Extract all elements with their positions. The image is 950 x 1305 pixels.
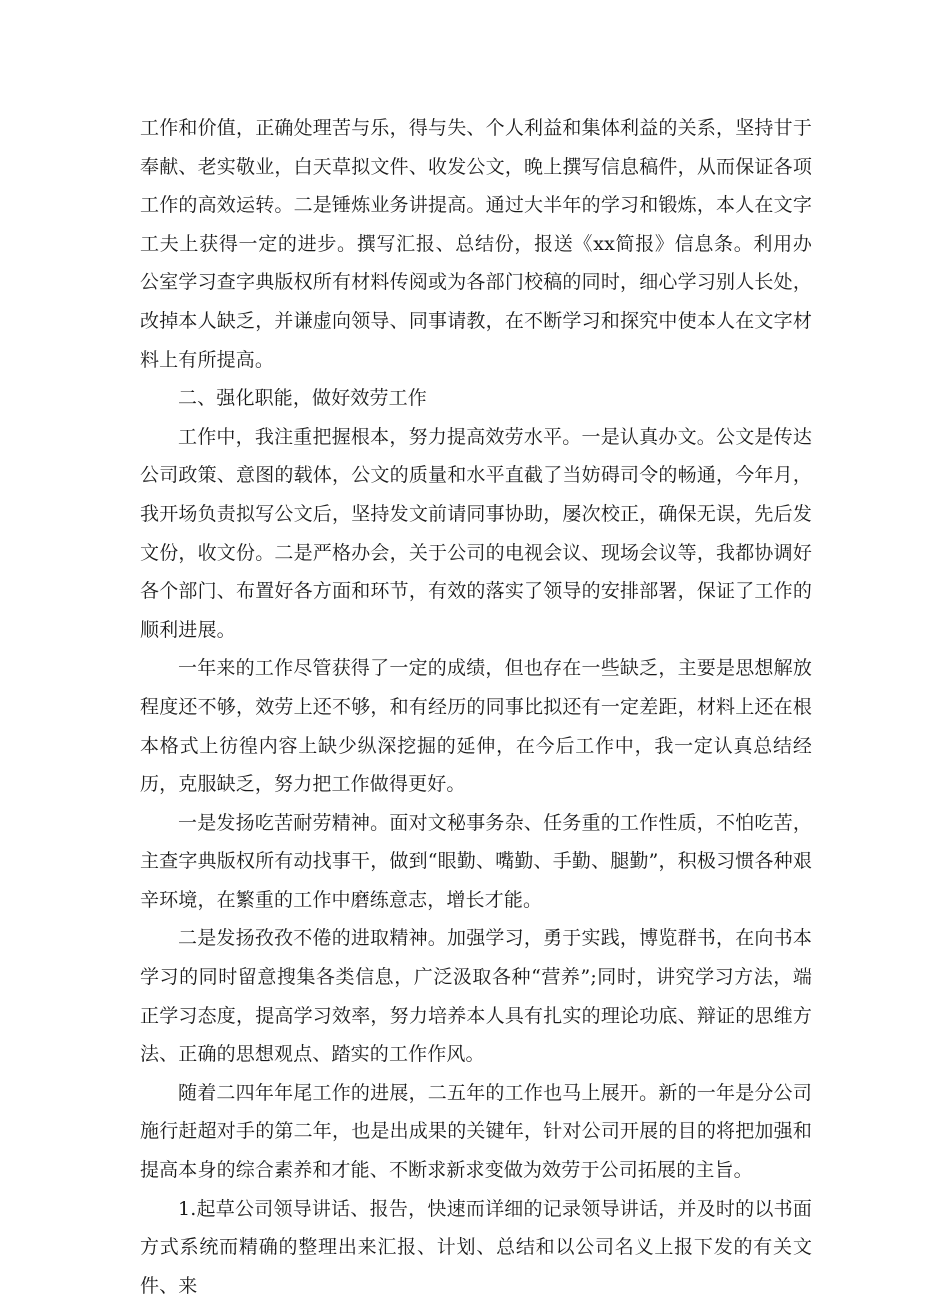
document-body xyxy=(140,109,812,1305)
section-heading: 二、强化职能，做好效劳工作 xyxy=(178,387,427,410)
paragraph-6: 二是发扬孜孜不倦的进取精神。加强学习，勇于实践，博览群书，在向书本学习的同时留意搜集各类信息，广泛汲取各种“营养”;同时，讲究学习方法，端正学习态度，提高学习效率，努力培养本人具有扎实的理论功底、辩证的思维方法、正确的思想观点、踏实的工作作风。 xyxy=(140,927,812,1066)
paragraph-3: 工作中，我注重把握根本，努力提高效劳水平。一是认真办文。公文是传达公司政策、意图的载体，公文的质量和水平直截了当妨碍司令的畅通，今年月，我开场负责拟写公文后，坚持发文前请同事协助，屡次校正，确保无误，先后发文份，收文份。二是严格办会，关于公司的电视会议、现场会议等，我都协调好各个部门、布置好各方面和环节，有效的落实了领导的安排部署，保证了工作的顺利进展。 xyxy=(140,425,812,641)
paragraph-7: 随着二四年年尾工作的进展，二五年的工作也马上展开。新的一年是分公司施行赶超对手的第二年，也是出成果的关键年，针对公司开展的目的将把加强和提高本身的综合素养和才能、不断求新求变做为效劳于公司拓展的主旨。 xyxy=(140,1081,812,1182)
paragraph-8: 1.起草公司领导讲话、报告，快速而详细的记录领导讲话，并及时的以书面方式系统而精确的整理出来汇报、计划、总结和以公司名义上报下发的有关文件、来 xyxy=(140,1197,812,1297)
paragraph-1: 工作和价值，正确处理苦与乐，得与失、个人利益和集体利益的关系，坚持甘于奉献、老实敬业，白天草拟文件、收发公文，晚上撰写信息稿件，从而保证各项工作的高效运转。二是锤炼业务讲提高。通过大半年的学习和锻炼，本人在文字工夫上获得一定的进步。撰写汇报、总结份，报送《xx简报》信息条。利用办公室学习查字典版权所有材料传阅或为各部门校稿的同时，细心学习别人长处，改掉本人缺乏，并谦虚向领导、同事请教，在不断学习和探究中使本人在文字材料上有所提高。 xyxy=(140,117,812,371)
paragraph-5: 一是发扬吃苦耐劳精神。面对文秘事务杂、任务重的工作性质，不怕吃苦，主查字典版权所有动找事干，做到“眼勤、嘴勤、手勤、腿勤”，积极习惯各种艰辛环境，在繁重的工作中磨练意志，增长才能。 xyxy=(140,811,812,911)
paragraph-4: 一年来的工作尽管获得了一定的成绩，但也存在一些缺乏，主要是思想解放程度还不够，效劳上还不够，和有经历的同事比拟还有一定差距，材料上还在根本格式上彷徨内容上缺少纵深挖掘的延伸，在今后工作中，我一定认真总结经历，克服缺乏，努力把工作做得更好。 xyxy=(140,657,812,796)
